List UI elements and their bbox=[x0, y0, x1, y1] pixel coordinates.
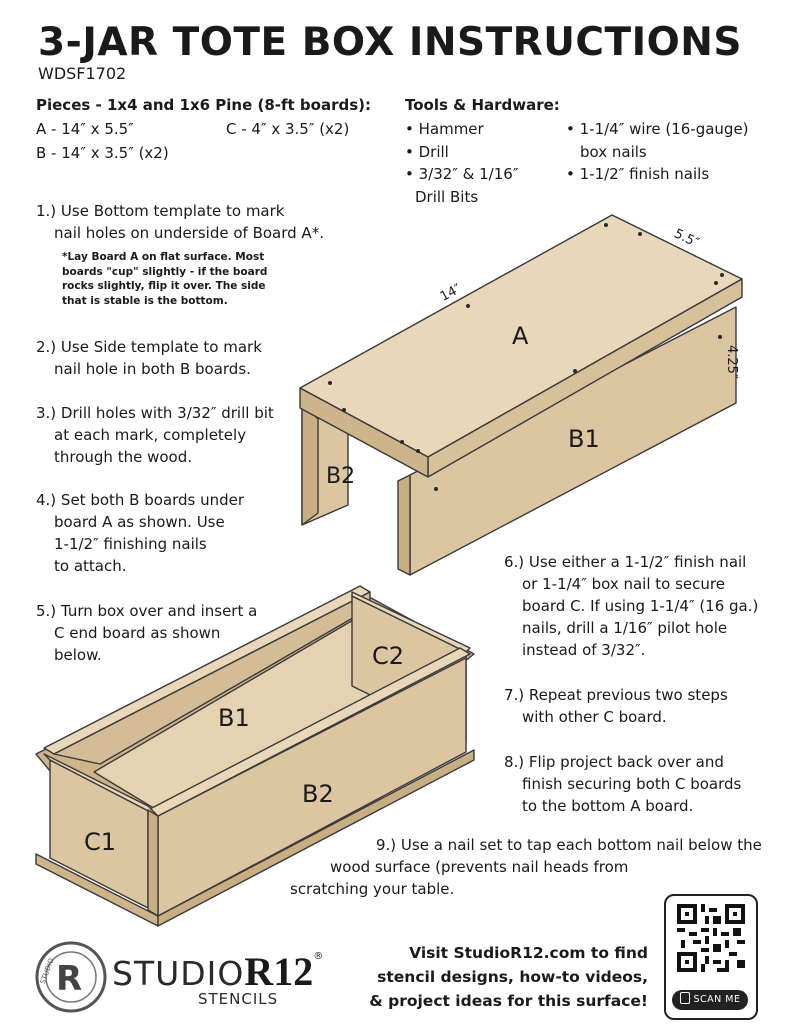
logo-registered-mark: ® bbox=[313, 951, 324, 962]
studio-seal-logo bbox=[34, 940, 108, 1014]
diagram-box-upside-down bbox=[290, 205, 780, 585]
label-a: A bbox=[512, 322, 529, 350]
step-line: 7.) Repeat previous two steps bbox=[504, 686, 728, 704]
piece-b: B - 14″ x 3.5″ (x2) bbox=[36, 144, 169, 162]
tool-item: • Hammer bbox=[405, 120, 484, 138]
tools-list-2 bbox=[566, 118, 749, 186]
step-line: scratching your table. bbox=[290, 880, 455, 898]
tool-item: • 3/32″ & 1/16″ bbox=[405, 165, 519, 183]
step-line: board C. If using 1-1/4″ (16 ga.) bbox=[522, 597, 759, 615]
label-c1: C1 bbox=[84, 828, 117, 856]
step-line: board A as shown. Use bbox=[54, 513, 225, 531]
product-code: WDSF1702 bbox=[38, 64, 127, 83]
step-line: at each mark, completely bbox=[54, 426, 247, 444]
studio-wordmark bbox=[112, 949, 324, 994]
board-b2-end bbox=[148, 810, 158, 916]
step-line: below. bbox=[54, 646, 102, 664]
note-line: *Lay Board A on flat surface. Most bbox=[62, 251, 265, 263]
label-c2: C2 bbox=[372, 642, 405, 670]
footer-line: & project ideas for this surface! bbox=[369, 992, 648, 1010]
step-line: to the bottom A board. bbox=[522, 797, 694, 815]
board-b1-edge bbox=[398, 475, 410, 575]
step-line: finish securing both C boards bbox=[522, 775, 742, 793]
dim-width: 5.5″ bbox=[671, 226, 702, 251]
step-line: 4.) Set both B boards under bbox=[36, 491, 245, 509]
piece-a: A - 14″ x 5.5″ bbox=[36, 120, 134, 138]
step-4 bbox=[36, 489, 244, 577]
tool-item: • Drill bbox=[405, 142, 449, 161]
step-2 bbox=[36, 336, 262, 380]
step-line: 2.) Use Side template to mark bbox=[36, 338, 262, 356]
step-line: 1-1/2″ finishing nails bbox=[54, 535, 207, 553]
note-line: rocks slightly, flip it over. The side bbox=[62, 280, 266, 292]
label-b2: B2 bbox=[302, 780, 334, 808]
footer-visit-text bbox=[369, 941, 648, 1013]
note-line: boards "cup" slightly - if the board bbox=[62, 265, 268, 278]
svg-text:STUDIO: STUDIO bbox=[38, 957, 56, 986]
logo-stencils-text: STENCILS bbox=[198, 990, 279, 1008]
dim-length: 14″ bbox=[437, 281, 464, 305]
step-line: to attach. bbox=[54, 557, 127, 575]
qr-code-card[interactable] bbox=[664, 894, 758, 1020]
step-line: through the wood. bbox=[54, 448, 193, 466]
step-line: 9.) Use a nail set to tap each bottom nail below the bbox=[376, 836, 762, 854]
step-1 bbox=[36, 200, 324, 244]
scan-me-label: SCAN ME bbox=[693, 994, 741, 1005]
step-line: 3.) Drill holes with 3/32″ drill bit bbox=[36, 404, 274, 422]
svg-text:R: R bbox=[56, 959, 83, 999]
step-7 bbox=[504, 684, 728, 728]
step-line: wood surface (prevents nail heads from bbox=[330, 858, 629, 876]
step-1-note bbox=[62, 250, 267, 308]
step-3 bbox=[36, 402, 274, 468]
step-line: 5.) Turn box over and insert a bbox=[36, 602, 258, 620]
step-8 bbox=[504, 751, 741, 817]
logo-r12-text: R12 bbox=[244, 949, 314, 994]
step-line: 6.) Use either a 1-1/2″ finish nail bbox=[504, 553, 747, 571]
scan-me-badge bbox=[672, 990, 748, 1010]
step-line: or 1-1/4″ box nail to secure bbox=[522, 575, 725, 593]
note-line: that is stable is the bottom. bbox=[62, 294, 228, 307]
logo-studio-text: STUDIO bbox=[112, 954, 245, 993]
footer-line: stencil designs, how-to videos, bbox=[377, 968, 648, 986]
dim-height: 4.25″ bbox=[724, 345, 739, 379]
step-line: nail holes on underside of Board A*. bbox=[54, 224, 324, 242]
tool-item: box nails bbox=[580, 142, 647, 161]
page-title: 3-JAR TOTE BOX INSTRUCTIONS bbox=[38, 20, 742, 65]
tools-list-1 bbox=[405, 118, 518, 208]
qr-code-icon bbox=[677, 904, 745, 972]
label-b1: B1 bbox=[568, 425, 600, 453]
pieces-heading: Pieces - 1x4 and 1x6 Pine (8-ft boards): bbox=[36, 96, 372, 114]
board-b2-edge bbox=[302, 403, 318, 525]
step-line: instead of 3/32″. bbox=[522, 641, 646, 659]
piece-c: C - 4″ x 3.5″ (x2) bbox=[226, 120, 350, 138]
label-b1: B1 bbox=[218, 704, 250, 732]
step-line: 1.) Use Bottom template to mark bbox=[36, 202, 285, 220]
step-line: 8.) Flip project back over and bbox=[504, 753, 724, 771]
tool-item: Drill Bits bbox=[415, 187, 479, 206]
tool-item: • 1-1/4″ wire (16-gauge) bbox=[566, 120, 749, 138]
tools-heading: Tools & Hardware: bbox=[405, 96, 560, 114]
diagram-box-upright bbox=[30, 574, 480, 934]
phone-icon bbox=[680, 992, 690, 1004]
label-b2: B2 bbox=[326, 464, 356, 489]
step-line: nails, drill a 1/16″ pilot hole bbox=[522, 619, 728, 637]
step-line: with other C board. bbox=[522, 708, 667, 726]
step-line: nail hole in both B boards. bbox=[54, 360, 251, 378]
footer-line: Visit StudioR12.com to find bbox=[409, 944, 648, 962]
step-line: C end board as shown bbox=[54, 624, 221, 642]
tool-item: • 1-1/2″ finish nails bbox=[566, 165, 710, 183]
